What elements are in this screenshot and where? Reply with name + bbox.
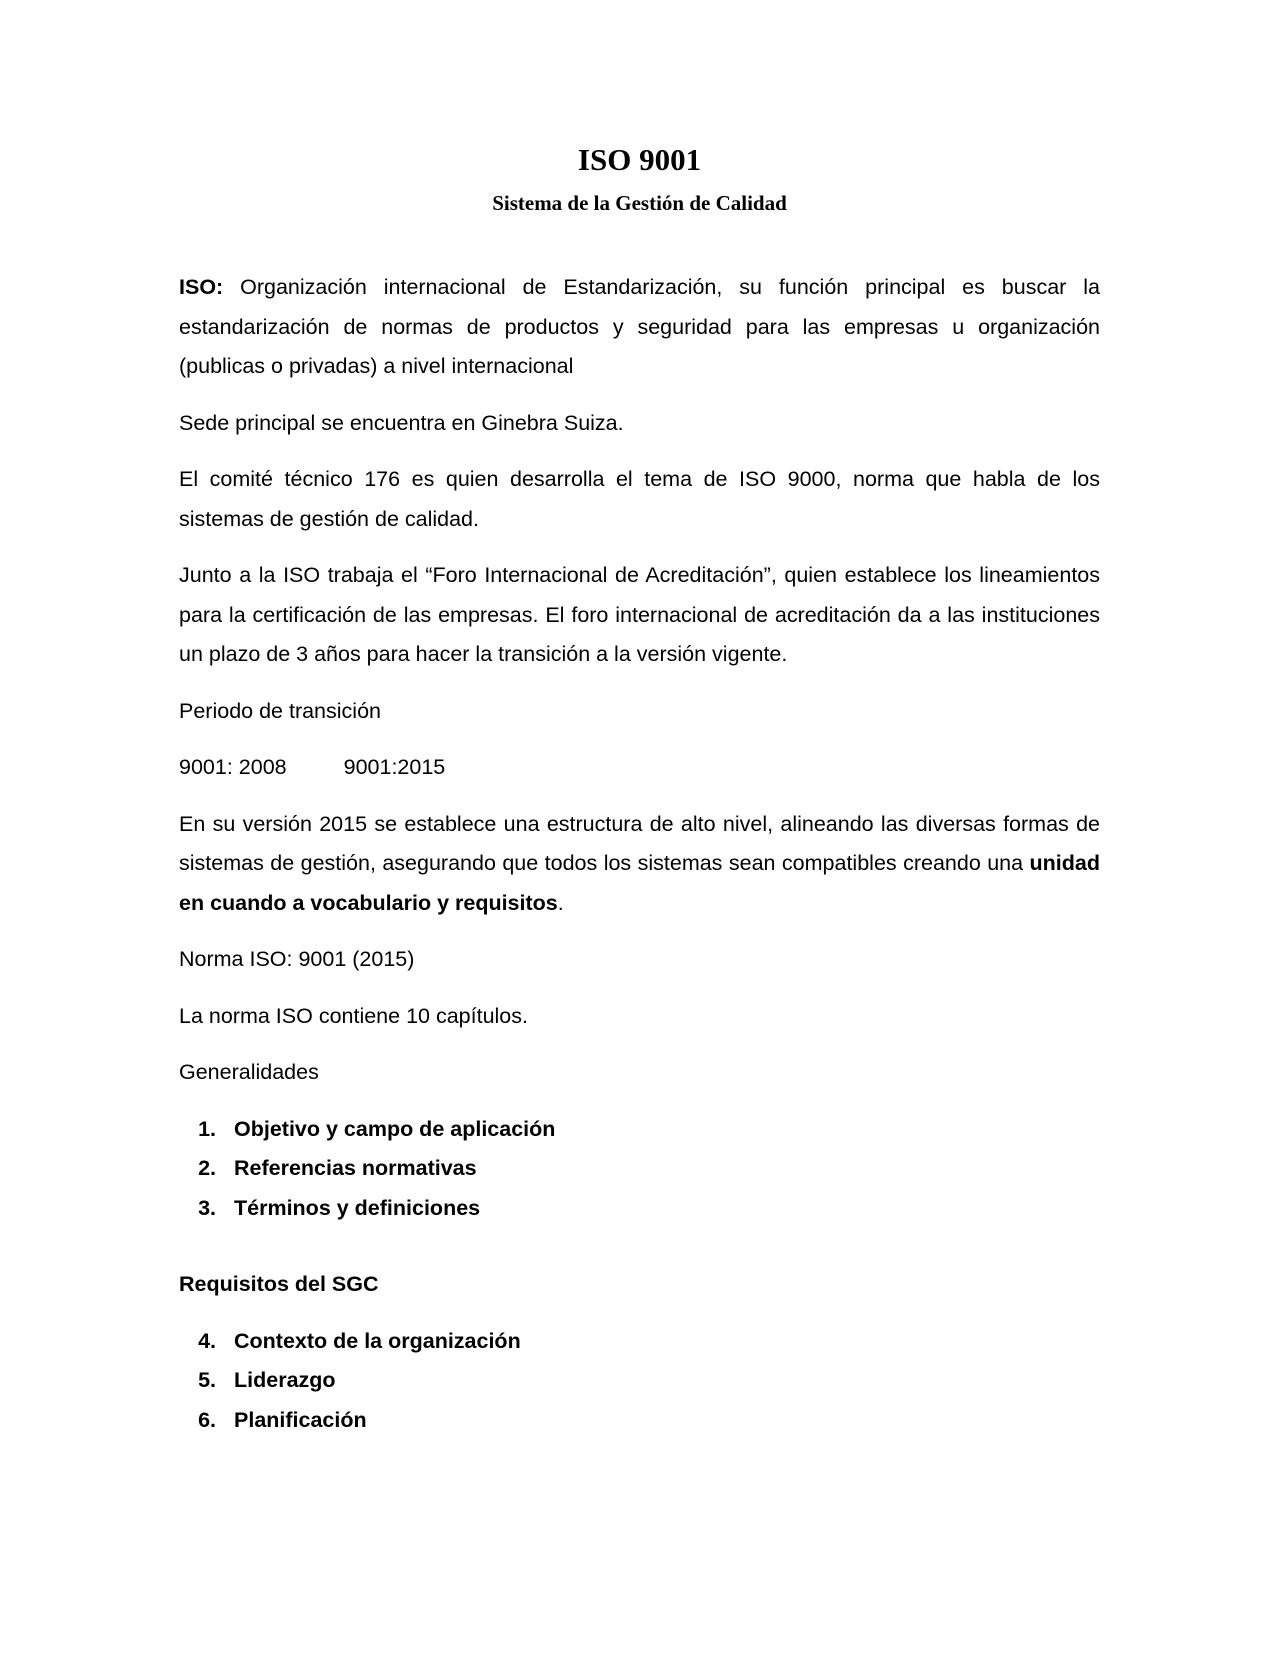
iso-label: ISO: <box>179 275 224 299</box>
paragraph-transition-period: Periodo de transición <box>179 698 381 723</box>
list-item-label: Liderazgo <box>234 1368 336 1392</box>
document-subtitle: Sistema de la Gestión de Calidad <box>492 191 787 215</box>
paragraph-2015-structure <box>179 805 1100 924</box>
list-item <box>179 1322 1100 1362</box>
chapter-list-requirements <box>179 1322 1100 1441</box>
list-item-label: Objetivo y campo de aplicación <box>234 1116 556 1141</box>
version-2008: 9001: 2008 <box>179 755 287 779</box>
list-item-number: 2. <box>198 1156 216 1180</box>
iso-definition-text: Organización internacional de Estandarización, su función principal es buscar la estandarización de normas de productos y seguridad para las empresas u organización (publicas o privadas) a nivel internacional <box>179 275 1100 378</box>
chapter-list-general <box>179 1110 1100 1229</box>
structure-text: En su versión 2015 se establece una estructura de alto nivel, alineando las diversas formas de sistemas de gestión, asegurando que todos los sistemas sean compatibles creando una <box>179 811 1100 875</box>
paragraph-chapters: La norma ISO contiene 10 capítulos. <box>179 1003 528 1028</box>
list-item-number: 3. <box>198 1195 216 1220</box>
section-heading-requirements: Requisitos del SGC <box>179 1272 379 1296</box>
document-title: ISO 9001 <box>577 142 702 177</box>
list-item <box>179 1401 1100 1441</box>
paragraph-iso-definition <box>179 268 1100 387</box>
paragraph-accreditation-forum: Junto a la ISO trabaja el “Foro Internacional de Acreditación”, quien establece los lineamientos para la certificación de las empresas. El foro internacional de acreditación da a las instituciones un plazo de 3 años para hacer la transición a la versión vigente. <box>179 563 1100 666</box>
version-2015: 9001:2015 <box>343 755 446 779</box>
list-item-label: Referencias normativas <box>234 1156 477 1180</box>
paragraph-norm-name: Norma ISO: 9001 (2015) <box>179 947 415 971</box>
paragraph-headquarters: Sede principal se encuentra en Ginebra Suiza. <box>179 410 624 435</box>
list-item <box>179 1189 1100 1229</box>
list-item <box>179 1110 1100 1150</box>
list-item-number: 6. <box>198 1407 216 1432</box>
structure-bold-text: unidad en cuando a vocabulario y requisitos <box>179 851 1100 915</box>
list-item-label: Términos y definiciones <box>234 1195 481 1220</box>
paragraph-versions <box>179 748 1100 788</box>
list-item-label: Contexto de la organización <box>234 1328 521 1353</box>
list-item-label: Planificación <box>234 1407 367 1432</box>
list-item-number: 1. <box>198 1116 216 1141</box>
list-item-number: 4. <box>198 1328 216 1353</box>
paragraph-generalities: Generalidades <box>179 1060 319 1084</box>
list-item <box>179 1361 1100 1401</box>
paragraph-technical-committee: El comité técnico 176 es quien desarrolla el tema de ISO 9000, norma que habla de los sistemas de gestión de calidad. <box>179 467 1100 531</box>
structure-end: . <box>557 890 564 915</box>
list-item <box>179 1149 1100 1189</box>
list-item-number: 5. <box>198 1368 216 1392</box>
document-page <box>179 140 1100 1457</box>
